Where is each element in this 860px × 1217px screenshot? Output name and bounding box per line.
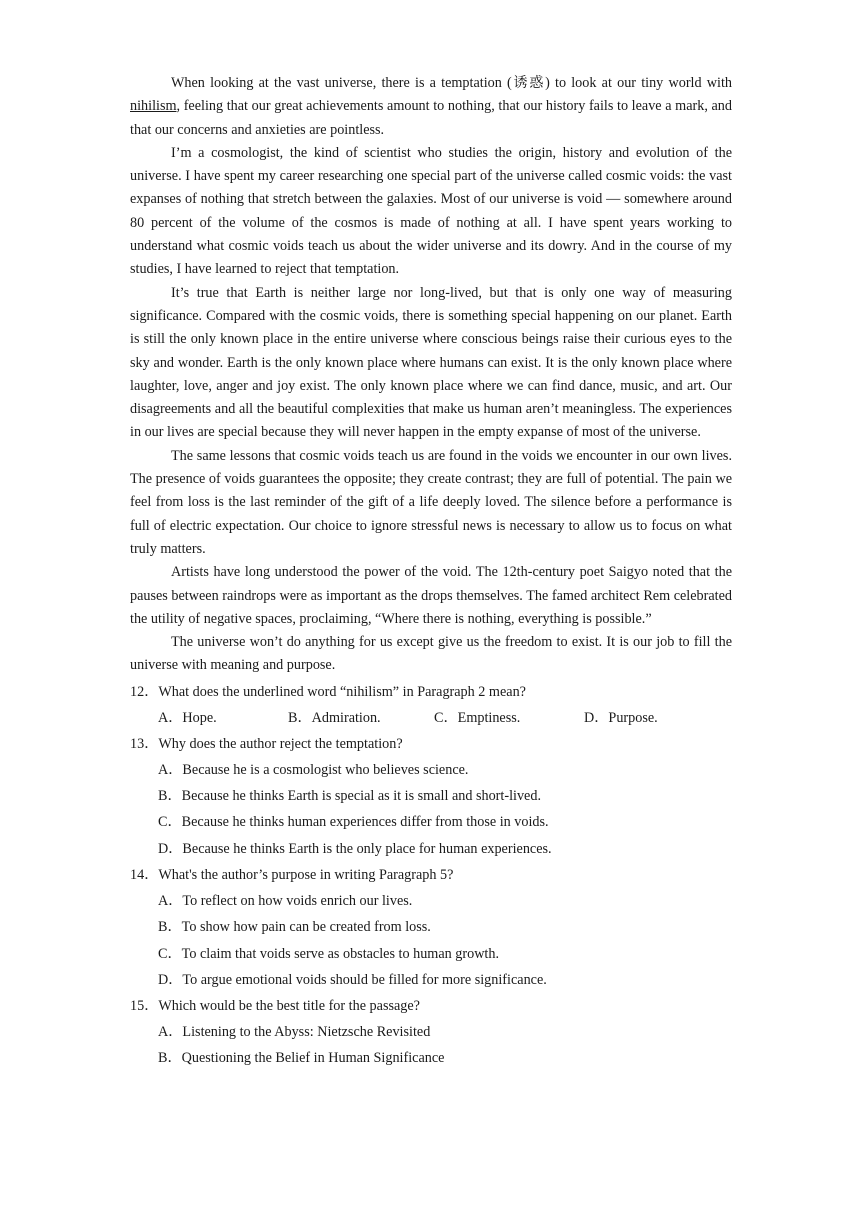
question-14-option-d: D．To argue emotional voids should be filled for more significance. — [158, 971, 547, 988]
question-15-stem: 15．Which would be the best title for the passage? — [130, 998, 420, 1015]
paragraph-4: The same lessons that cosmic voids teach us are found in the voids we encounter in our own lives. The presence of voids guarantees the opposite; they create contrast; they are full of potential. The pain we feel from loss is the last reminder of the gift of a life deeply loved. The silence before a performance is full of electric expectation. Our choice to ignore stressful news is necessary to allow us to focus on what truly matters. — [130, 447, 732, 557]
paragraph-6: The universe won’t do anything for us except give us the freedom to exist. It is our job to fill the universe with meaning and purpose. — [130, 634, 732, 674]
question-12-option-a: A．Hope. — [158, 709, 217, 726]
paragraph-3: It’s true that Earth is neither large nor long-lived, but that is only one way of measuring significance. Compared with the cosmic voids, there is something special happening on our planet. Earth is still the only known place in the entire universe where conscious beings raise their curious eyes to the sky and wonder. Earth is the only known place where humans can exist. It is the only known place where laughter, love, anger and joy exist. The only known place where we can find dance, music, and art. Our disagreements and all the beautiful complexities that make us human aren’t meaningless. The experiences in our lives are special because they will never happen in the empty expanse of most of the universe. — [130, 284, 732, 441]
underlined-word: nihilism — [130, 98, 177, 115]
question-13-option-a: A．Because he is a cosmologist who believes science. — [158, 761, 469, 778]
paragraph-1-text-start: When looking at the vast universe, there is a temptation (诱惑) to look at our tiny world with — [171, 75, 732, 91]
paragraph-2: I’m a cosmologist, the kind of scientist who studies the origin, history and evolution of the universe. I have spent my career researching one special part of the universe called cosmic voids: the vast expanses of nothing that stretch between the galaxies. Most of our universe is void — somewhere around 80 percent of the volume of the cosmos is made of nothing at all. I have spent years working to understand what cosmic voids teach us about the wider universe and its dowry. And in the course of my studies, I have learned to reject that temptation. — [130, 144, 732, 278]
question-14-stem: 14．What's the author’s purpose in writing Paragraph 5? — [130, 866, 454, 883]
question-14-option-c: C．To claim that voids serve as obstacles to human growth. — [158, 945, 500, 962]
question-15-option-a: A．Listening to the Abyss: Nietzsche Revisited — [158, 1024, 431, 1041]
question-12-stem: 12．What does the underlined word “nihilism” in Paragraph 2 mean? — [130, 683, 526, 700]
question-13-option-c: C．Because he thinks human experiences differ from those in voids. — [158, 814, 549, 831]
question-14-option-a: A．To reflect on how voids enrich our lives. — [158, 892, 413, 909]
exam-page — [130, 72, 732, 1072]
question-15-option-b: B．Questioning the Belief in Human Significance — [158, 1050, 445, 1067]
question-14-option-b: B．To show how pain can be created from loss. — [158, 919, 431, 936]
question-13-option-b: B．Because he thinks Earth is special as it is small and short-lived. — [158, 788, 541, 805]
question-12-options — [158, 705, 732, 731]
question-13-stem: 13．Why does the author reject the temptation? — [130, 735, 403, 752]
paragraph-1 — [130, 72, 732, 142]
question-12-option-b: B．Admiration. — [288, 709, 381, 726]
question-12-option-d: D．Purpose. — [584, 709, 658, 726]
paragraph-1-text-end: , feeling that our great achievements amount to nothing, that our history fails to leave a mark, and that our concerns and anxieties are pointless. — [130, 98, 732, 138]
question-12-option-c: C．Emptiness. — [434, 709, 521, 726]
paragraph-5: Artists have long understood the power of the void. The 12th-century poet Saigyo noted that the pauses between raindrops were as important as the drops themselves. The famed architect Rem celebrated the utility of negative spaces, proclaiming, “Where there is nothing, everything is possible.” — [130, 564, 732, 627]
question-13-option-d: D．Because he thinks Earth is the only place for human experiences. — [158, 840, 552, 857]
questions — [130, 679, 732, 1072]
passage — [130, 72, 732, 678]
